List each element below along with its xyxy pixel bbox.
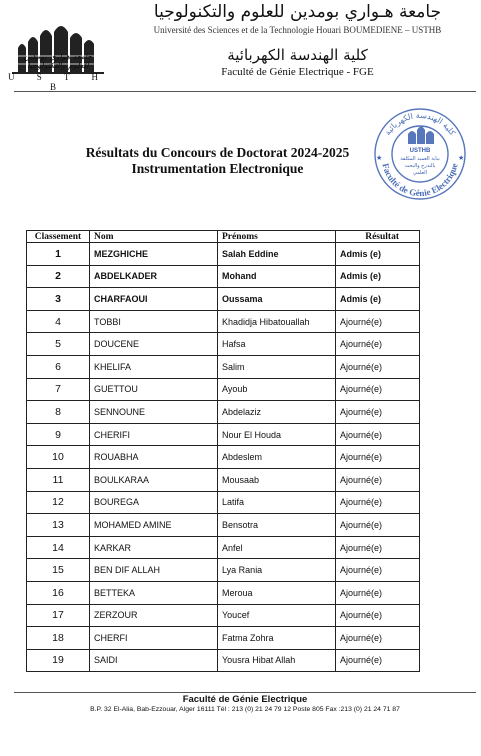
faculty-name-french: Faculté de Génie Electrique - FGE bbox=[221, 66, 374, 78]
cell-prenom: Abdeslem bbox=[218, 446, 336, 469]
column-header-resultat: Résultat bbox=[336, 231, 420, 243]
cell-nom: MOHAMED AMINE bbox=[90, 514, 218, 537]
cell-rank: 4 bbox=[27, 310, 90, 333]
cell-nom: BETTEKA bbox=[90, 581, 218, 604]
cell-rank: 12 bbox=[27, 491, 90, 514]
cell-resultat: Admis (e) bbox=[336, 265, 420, 288]
cell-rank: 11 bbox=[27, 468, 90, 491]
cell-prenom: Anfel bbox=[218, 536, 336, 559]
cell-nom: ZERZOUR bbox=[90, 604, 218, 627]
cell-rank: 8 bbox=[27, 401, 90, 424]
cell-rank: 16 bbox=[27, 581, 90, 604]
university-name-arabic: جامعة هـواري بومدين للعلوم والتكنولوجيا bbox=[153, 2, 442, 22]
cell-resultat: Ajourné(e) bbox=[336, 423, 420, 446]
stamp-outer-top-text: كلية الهندسة الكهربائية bbox=[382, 110, 458, 137]
cell-nom: TOBBI bbox=[90, 310, 218, 333]
table-row bbox=[27, 627, 420, 650]
university-name-french: Université des Sciences et de la Technologie Houari BOUMEDIENE – USTHB bbox=[153, 25, 442, 35]
cell-nom: CHERIFI bbox=[90, 423, 218, 446]
cell-nom: GUETTOU bbox=[90, 378, 218, 401]
cell-nom: KARKAR bbox=[90, 536, 218, 559]
cell-prenom: Bensotra bbox=[218, 514, 336, 537]
cell-prenom: Mousaab bbox=[218, 468, 336, 491]
table-row bbox=[27, 265, 420, 288]
cell-prenom: Oussama bbox=[218, 288, 336, 311]
table-row bbox=[27, 446, 420, 469]
star-icon: ★ bbox=[458, 154, 465, 162]
cell-nom: ABDELKADER bbox=[90, 265, 218, 288]
column-header-prenom: Prénoms bbox=[218, 231, 336, 243]
table-row bbox=[27, 288, 420, 311]
cell-rank: 13 bbox=[27, 514, 90, 537]
cell-prenom: Mohand bbox=[218, 265, 336, 288]
cell-prenom: Yousra Hibat Allah bbox=[218, 649, 336, 672]
cell-rank: 9 bbox=[27, 423, 90, 446]
footer-faculty: Faculté de Génie Electrique bbox=[182, 694, 308, 705]
logo-arabic-line-1: جامعة هواري بومدين bbox=[23, 52, 93, 61]
cell-nom: BEN DIF ALLAH bbox=[90, 559, 218, 582]
document-subtitle: Instrumentation Electronique bbox=[131, 161, 304, 176]
cell-resultat: Ajourné(e) bbox=[336, 536, 420, 559]
cell-resultat: Ajourné(e) bbox=[336, 559, 420, 582]
cell-nom: KHELIFA bbox=[90, 355, 218, 378]
cell-rank: 18 bbox=[27, 627, 90, 650]
cell-prenom: Nour El Houda bbox=[218, 423, 336, 446]
cell-prenom: Youcef bbox=[218, 604, 336, 627]
cell-prenom: Meroua bbox=[218, 581, 336, 604]
cell-resultat: Ajourné(e) bbox=[336, 355, 420, 378]
cell-resultat: Ajourné(e) bbox=[336, 514, 420, 537]
cell-rank: 14 bbox=[27, 536, 90, 559]
stamp-outer-bottom-text: Faculté de Génie Electrique bbox=[380, 162, 460, 199]
star-icon: ★ bbox=[376, 154, 383, 162]
cell-prenom: Salim bbox=[218, 355, 336, 378]
cell-resultat: Ajourné(e) bbox=[336, 581, 420, 604]
cell-prenom: Salah Eddine bbox=[218, 243, 336, 266]
logo-arabic-line-2: للعلوم والتكنولوجيا bbox=[27, 61, 89, 70]
cell-prenom: Khadidja Hibatouallah bbox=[218, 310, 336, 333]
cell-resultat: Ajourné(e) bbox=[336, 446, 420, 469]
cell-resultat: Admis (e) bbox=[336, 243, 420, 266]
table-row bbox=[27, 310, 420, 333]
cell-rank: 2 bbox=[27, 265, 90, 288]
cell-prenom: Ayoub bbox=[218, 378, 336, 401]
cell-nom: DOUCENE bbox=[90, 333, 218, 356]
cell-nom: CHERFI bbox=[90, 627, 218, 650]
cell-prenom: Hafsa bbox=[218, 333, 336, 356]
cell-rank: 19 bbox=[27, 649, 90, 672]
cell-rank: 6 bbox=[27, 355, 90, 378]
logo-acronym: U S T H B bbox=[8, 72, 108, 92]
cell-nom: ROUABHA bbox=[90, 446, 218, 469]
table-row bbox=[27, 536, 420, 559]
column-header-rank: Classement bbox=[27, 231, 90, 243]
results-table bbox=[26, 230, 420, 672]
table-row bbox=[27, 604, 420, 627]
cell-prenom: Fatma Zohra bbox=[218, 627, 336, 650]
stamp-center-line-1: نيابة العميد المكلفة bbox=[400, 156, 440, 162]
cell-resultat: Ajourné(e) bbox=[336, 604, 420, 627]
table-row bbox=[27, 468, 420, 491]
cell-prenom: Lya Rania bbox=[218, 559, 336, 582]
cell-resultat: Ajourné(e) bbox=[336, 401, 420, 424]
footer-address: B.P. 32 El-Alia, Bab-Ezzouar, Alger 16111 Tél : 213 (0) 21 24 79 12 Poste 805 Fax :213 (0) 21 24 71 87 bbox=[90, 706, 400, 713]
faculty-name-arabic: كلية الهندسة الكهربائية bbox=[227, 46, 368, 64]
table-row bbox=[27, 581, 420, 604]
table-row bbox=[27, 423, 420, 446]
table-row bbox=[27, 649, 420, 672]
cell-rank: 17 bbox=[27, 604, 90, 627]
table-row bbox=[27, 491, 420, 514]
logo-arabic-text bbox=[8, 52, 108, 70]
cell-prenom: Latifa bbox=[218, 491, 336, 514]
stamp-center-line-3: العلمي bbox=[412, 170, 428, 176]
cell-rank: 15 bbox=[27, 559, 90, 582]
table-row bbox=[27, 243, 420, 266]
cell-resultat: Ajourné(e) bbox=[336, 333, 420, 356]
document-title: Résultats du Concours de Doctorat 2024-2025 bbox=[85, 145, 350, 160]
footer-divider bbox=[14, 692, 476, 693]
stamp-acronym: USTHB bbox=[409, 148, 431, 154]
cell-rank: 1 bbox=[27, 243, 90, 266]
cell-resultat: Ajourné(e) bbox=[336, 378, 420, 401]
cell-resultat: Ajourné(e) bbox=[336, 468, 420, 491]
cell-nom: MEZGHICHE bbox=[90, 243, 218, 266]
cell-rank: 7 bbox=[27, 378, 90, 401]
cell-resultat: Admis (e) bbox=[336, 288, 420, 311]
table-header-row bbox=[27, 231, 420, 243]
table-row bbox=[27, 378, 420, 401]
cell-rank: 5 bbox=[27, 333, 90, 356]
cell-resultat: Ajourné(e) bbox=[336, 491, 420, 514]
cell-rank: 10 bbox=[27, 446, 90, 469]
cell-resultat: Ajourné(e) bbox=[336, 649, 420, 672]
cell-prenom: Abdelaziz bbox=[218, 401, 336, 424]
table-row bbox=[27, 559, 420, 582]
table-row bbox=[27, 333, 420, 356]
cell-nom: CHARFAOUI bbox=[90, 288, 218, 311]
table-row bbox=[27, 401, 420, 424]
stamp-center-line-2: بالتدرج والبحث bbox=[404, 163, 436, 169]
table-body bbox=[27, 243, 420, 672]
cell-nom: BOULKARAA bbox=[90, 468, 218, 491]
table-row bbox=[27, 355, 420, 378]
cell-nom: SAIDI bbox=[90, 649, 218, 672]
cell-nom: BOUREGA bbox=[90, 491, 218, 514]
column-header-nom: Nom bbox=[90, 231, 218, 243]
header-divider bbox=[14, 91, 476, 92]
cell-rank: 3 bbox=[27, 288, 90, 311]
cell-resultat: Ajourné(e) bbox=[336, 627, 420, 650]
cell-nom: SENNOUNE bbox=[90, 401, 218, 424]
table-row bbox=[27, 514, 420, 537]
cell-resultat: Ajourné(e) bbox=[336, 310, 420, 333]
